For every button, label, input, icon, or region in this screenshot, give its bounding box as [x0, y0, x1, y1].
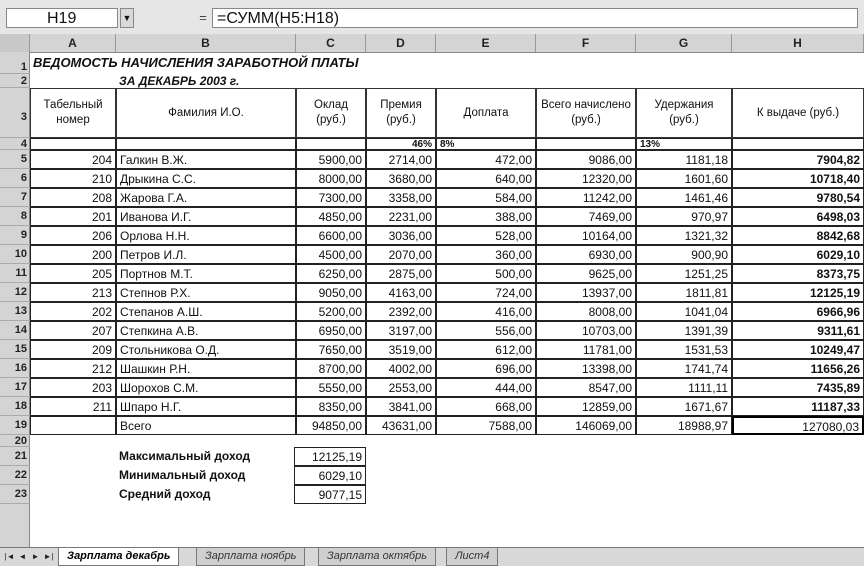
cell-tab[interactable]: 213	[30, 283, 116, 302]
cell-salary[interactable]: 6250,00	[296, 264, 366, 283]
row-header-12[interactable]: 12	[0, 283, 30, 302]
rate-bonus[interactable]: 46%	[366, 138, 436, 150]
cell-total[interactable]: 11781,00	[536, 340, 636, 359]
tab-first-icon[interactable]: |◄	[4, 552, 15, 561]
cell-extra[interactable]: 668,00	[436, 397, 536, 416]
cell-deduct[interactable]: 970,97	[636, 207, 732, 226]
row-header-15[interactable]: 15	[0, 340, 30, 359]
total-salary[interactable]: 94850,00	[296, 416, 366, 435]
cell-payout[interactable]: 9311,61	[732, 321, 864, 340]
cell-deduct[interactable]: 1111,11	[636, 378, 732, 397]
cell-total[interactable]: 12320,00	[536, 169, 636, 188]
stat-max-value[interactable]: 12125,19	[294, 447, 366, 466]
row-header-23[interactable]: 23	[0, 485, 30, 504]
cell-extra[interactable]: 724,00	[436, 283, 536, 302]
cell-deduct[interactable]: 1601,60	[636, 169, 732, 188]
cell-total[interactable]: 10703,00	[536, 321, 636, 340]
rate-extra[interactable]: 8%	[436, 138, 536, 150]
sheet-subtitle: ЗА ДЕКАБРЬ 2003 г.	[119, 74, 240, 88]
header-fio: Фамилия И.О.	[116, 88, 296, 138]
cell-fio[interactable]: Степнов Р.Х.	[116, 283, 296, 302]
row-header-1[interactable]: 1	[0, 52, 30, 74]
total-label[interactable]: Всего	[116, 416, 296, 435]
row-header-9[interactable]: 9	[0, 226, 30, 245]
rate-empty[interactable]	[732, 138, 864, 150]
row-header-21[interactable]: 21	[0, 447, 30, 466]
cell-fio[interactable]: Дрыкина С.С.	[116, 169, 296, 188]
cell-tab[interactable]: 212	[30, 359, 116, 378]
sheet-tab-october[interactable]: Зарплата октябрь	[318, 548, 436, 566]
rate-empty[interactable]	[30, 138, 116, 150]
formula-input[interactable]: =СУММ(Н5:Н18)	[212, 8, 858, 28]
column-header-a[interactable]: A	[30, 34, 116, 52]
row-header-19[interactable]: 19	[0, 416, 30, 435]
cell-extra[interactable]: 584,00	[436, 188, 536, 207]
cell-extra[interactable]: 640,00	[436, 169, 536, 188]
cell-extra[interactable]: 388,00	[436, 207, 536, 226]
sheet-title: ВЕДОМОСТЬ НАЧИСЛЕНИЯ ЗАРАБОТНОЙ ПЛАТЫ	[33, 55, 359, 70]
cell-deduct[interactable]: 900,90	[636, 245, 732, 264]
column-header-g[interactable]: G	[636, 34, 732, 52]
tab-prev-icon[interactable]: ◄	[18, 552, 27, 561]
row-header-8[interactable]: 8	[0, 207, 30, 226]
row-header-22[interactable]: 22	[0, 466, 30, 485]
cell-total[interactable]: 8547,00	[536, 378, 636, 397]
cell-fio[interactable]: Орлова Н.Н.	[116, 226, 296, 245]
cell-fio[interactable]: Иванова И.Г.	[116, 207, 296, 226]
row-header-3[interactable]: 3	[0, 88, 30, 138]
cell-bonus[interactable]: 2553,00	[366, 378, 436, 397]
cell-fio[interactable]: Жарова Г.А.	[116, 188, 296, 207]
cell-fio[interactable]: Степанов А.Ш.	[116, 302, 296, 321]
stat-min-value[interactable]: 6029,10	[294, 466, 366, 485]
cell-payout[interactable]: 12125,19	[732, 283, 864, 302]
cell-bonus[interactable]: 3680,00	[366, 169, 436, 188]
cell-tab[interactable]: 203	[30, 378, 116, 397]
total-payout[interactable]: 127080,03	[732, 416, 864, 435]
cell-total[interactable]: 13937,00	[536, 283, 636, 302]
row-header-17[interactable]: 17	[0, 378, 30, 397]
cell-salary[interactable]: 4500,00	[296, 245, 366, 264]
cell-salary[interactable]: 6600,00	[296, 226, 366, 245]
header-extra: Доплата	[436, 88, 536, 138]
cell-fio[interactable]: Степкина А.В.	[116, 321, 296, 340]
cell-tab[interactable]: 207	[30, 321, 116, 340]
sheet-grid	[30, 52, 864, 547]
cell-bonus[interactable]: 2714,00	[366, 150, 436, 169]
cell-total[interactable]: 9086,00	[536, 150, 636, 169]
cell-total[interactable]: 10164,00	[536, 226, 636, 245]
column-header-c[interactable]: C	[296, 34, 366, 52]
cell-bonus[interactable]: 3358,00	[366, 188, 436, 207]
cell-extra[interactable]: 696,00	[436, 359, 536, 378]
cell-payout[interactable]: 10718,40	[732, 169, 864, 188]
header-total: Всего начислено (руб.)	[536, 88, 636, 138]
stat-avg-value[interactable]: 9077,15	[294, 485, 366, 504]
cell-tab[interactable]: 200	[30, 245, 116, 264]
stat-max-label: Максимальный доход	[119, 449, 251, 463]
cell-payout[interactable]: 6498,03	[732, 207, 864, 226]
cell-extra[interactable]: 556,00	[436, 321, 536, 340]
cell-extra[interactable]: 612,00	[436, 340, 536, 359]
cell-payout[interactable]: 9780,54	[732, 188, 864, 207]
cell-total[interactable]: 7469,00	[536, 207, 636, 226]
row-header-11[interactable]: 11	[0, 264, 30, 283]
cell-tab[interactable]: 208	[30, 188, 116, 207]
cell-bonus[interactable]: 3519,00	[366, 340, 436, 359]
row-header-2[interactable]: 2	[0, 74, 30, 88]
cell-salary[interactable]: 8350,00	[296, 397, 366, 416]
cell-salary[interactable]: 6950,00	[296, 321, 366, 340]
cell-bonus[interactable]: 2231,00	[366, 207, 436, 226]
row-header-4[interactable]: 4	[0, 138, 30, 150]
row-header-7[interactable]: 7	[0, 188, 30, 207]
cell-salary[interactable]: 9050,00	[296, 283, 366, 302]
column-headers	[0, 34, 864, 53]
cell-deduct[interactable]: 1461,46	[636, 188, 732, 207]
cell-deduct[interactable]: 1391,39	[636, 321, 732, 340]
row-header-14[interactable]: 14	[0, 321, 30, 340]
cell-payout[interactable]: 7904,82	[732, 150, 864, 169]
stat-min-label: Минимальный доход	[119, 468, 246, 482]
cell-tab[interactable]: 209	[30, 340, 116, 359]
cell-extra[interactable]: 472,00	[436, 150, 536, 169]
column-header-d[interactable]: D	[366, 34, 436, 52]
cell-fio[interactable]: Петров И.Л.	[116, 245, 296, 264]
cell-deduct[interactable]: 1181,18	[636, 150, 732, 169]
cell-deduct[interactable]: 1741,74	[636, 359, 732, 378]
column-header-h[interactable]: H	[732, 34, 864, 52]
cell-tab[interactable]: 201	[30, 207, 116, 226]
cell-total[interactable]: 13398,00	[536, 359, 636, 378]
formula-bar	[0, 0, 864, 35]
sheet-tab-bar	[0, 547, 864, 566]
cell-deduct[interactable]: 1321,32	[636, 226, 732, 245]
rate-empty[interactable]	[116, 138, 296, 150]
cell-salary[interactable]: 8000,00	[296, 169, 366, 188]
cell-tab[interactable]: 210	[30, 169, 116, 188]
column-header-f[interactable]: F	[536, 34, 636, 52]
cell-salary[interactable]: 5900,00	[296, 150, 366, 169]
cell-deduct[interactable]: 1531,53	[636, 340, 732, 359]
cell-total[interactable]: 9625,00	[536, 264, 636, 283]
cell-extra[interactable]: 528,00	[436, 226, 536, 245]
rate-empty[interactable]	[536, 138, 636, 150]
cell-payout[interactable]: 8842,68	[732, 226, 864, 245]
cell-bonus[interactable]: 2070,00	[366, 245, 436, 264]
rate-empty[interactable]	[296, 138, 366, 150]
cell-tab[interactable]: 204	[30, 150, 116, 169]
cell-payout[interactable]: 8373,75	[732, 264, 864, 283]
cell-tab[interactable]: 205	[30, 264, 116, 283]
cell-total[interactable]: 12859,00	[536, 397, 636, 416]
cell-total[interactable]: 8008,00	[536, 302, 636, 321]
cell-payout[interactable]: 11656,26	[732, 359, 864, 378]
cell-salary[interactable]: 7300,00	[296, 188, 366, 207]
cell-payout[interactable]: 6029,10	[732, 245, 864, 264]
total-total[interactable]: 146069,00	[536, 416, 636, 435]
cell-payout[interactable]: 11187,33	[732, 397, 864, 416]
column-header-e[interactable]: E	[436, 34, 536, 52]
row-header-16[interactable]: 16	[0, 359, 30, 378]
edit-formula-button[interactable]: =	[199, 10, 207, 25]
cell-deduct[interactable]: 1811,81	[636, 283, 732, 302]
row-header-5[interactable]: 5	[0, 150, 30, 169]
cell-deduct[interactable]: 1671,67	[636, 397, 732, 416]
row-headers	[0, 52, 30, 547]
row-header-18[interactable]: 18	[0, 397, 30, 416]
sheet-tab-november[interactable]: Зарплата ноябрь	[196, 548, 305, 566]
total-bonus[interactable]: 43631,00	[366, 416, 436, 435]
header-deduct: Удержания (руб.)	[636, 88, 732, 138]
cell-fio[interactable]: Галкин В.Ж.	[116, 150, 296, 169]
cell-extra[interactable]: 444,00	[436, 378, 536, 397]
header-bonus: Премия (руб.)	[366, 88, 436, 138]
cell-payout[interactable]: 7435,89	[732, 378, 864, 397]
row-header-13[interactable]: 13	[0, 302, 30, 321]
rate-deduct[interactable]: 13%	[636, 138, 732, 150]
cell-deduct[interactable]: 1251,25	[636, 264, 732, 283]
cell-fio[interactable]: Портнов М.Т.	[116, 264, 296, 283]
column-header-b[interactable]: B	[116, 34, 296, 52]
cell-total-empty[interactable]	[30, 416, 116, 435]
row-header-6[interactable]: 6	[0, 169, 30, 188]
cell-extra[interactable]: 360,00	[436, 245, 536, 264]
stat-avg-label: Средний доход	[119, 487, 211, 501]
header-tab-no: Табельный номер	[30, 88, 116, 138]
cell-tab[interactable]: 206	[30, 226, 116, 245]
name-box[interactable]: H19	[6, 8, 118, 28]
cell-deduct[interactable]: 1041,04	[636, 302, 732, 321]
tab-last-icon[interactable]: ►|	[43, 552, 54, 561]
total-deduct[interactable]: 18988,97	[636, 416, 732, 435]
header-payout: К выдаче (руб.)	[732, 88, 864, 138]
cell-bonus[interactable]: 3841,00	[366, 397, 436, 416]
cell-fio[interactable]: Шашкин Р.Н.	[116, 359, 296, 378]
total-extra[interactable]: 7588,00	[436, 416, 536, 435]
cell-extra[interactable]: 500,00	[436, 264, 536, 283]
cell-bonus[interactable]: 4002,00	[366, 359, 436, 378]
sheet-tab-december[interactable]: Зарплата декабрь	[58, 548, 179, 566]
cell-fio[interactable]: Шпаро Н.Г.	[116, 397, 296, 416]
cell-salary[interactable]: 5550,00	[296, 378, 366, 397]
cell-salary[interactable]: 4850,00	[296, 207, 366, 226]
cell-bonus[interactable]: 3036,00	[366, 226, 436, 245]
cell-fio[interactable]: Шорохов С.М.	[116, 378, 296, 397]
cell-tab[interactable]: 211	[30, 397, 116, 416]
cell-tab[interactable]: 202	[30, 302, 116, 321]
cell-extra[interactable]: 416,00	[436, 302, 536, 321]
cell-bonus[interactable]: 2875,00	[366, 264, 436, 283]
cell-bonus[interactable]: 2392,00	[366, 302, 436, 321]
cell-salary[interactable]: 8700,00	[296, 359, 366, 378]
header-salary: Оклад (руб.)	[296, 88, 366, 138]
cell-salary[interactable]: 7650,00	[296, 340, 366, 359]
cell-salary[interactable]: 5200,00	[296, 302, 366, 321]
cell-bonus[interactable]: 3197,00	[366, 321, 436, 340]
tab-next-icon[interactable]: ►	[31, 552, 40, 561]
row-header-10[interactable]: 10	[0, 245, 30, 264]
row-header-20[interactable]: 20	[0, 435, 30, 447]
sheet-tab-4[interactable]: Лист4	[446, 548, 498, 566]
cell-payout[interactable]: 6966,96	[732, 302, 864, 321]
cell-fio[interactable]: Стольникова О.Д.	[116, 340, 296, 359]
select-all-corner[interactable]	[0, 34, 30, 52]
cell-total[interactable]: 11242,00	[536, 188, 636, 207]
cell-total[interactable]: 6930,00	[536, 245, 636, 264]
name-box-dropdown-icon[interactable]: ▼	[120, 8, 134, 28]
cell-payout[interactable]: 10249,47	[732, 340, 864, 359]
cell-bonus[interactable]: 4163,00	[366, 283, 436, 302]
